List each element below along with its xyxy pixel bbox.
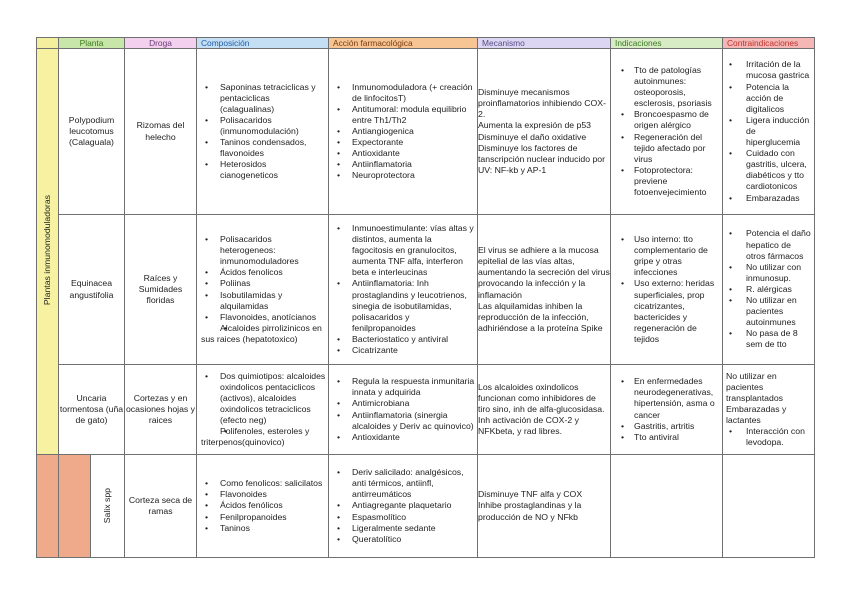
- indicaciones-cell: [611, 365, 723, 455]
- indicaciones-item: • Uso externo: heridas superficiales, prop cicatrizantes, bactericides y regeneración de tejidos: [611, 278, 722, 345]
- accion-item: • Antioxidante: [329, 432, 477, 443]
- mecanismo-paragraph: El virus se adhiere a la mucosa epitelial de las vías altas, aumentando la secreción del virus provocando la infección y la inflamación: [478, 245, 610, 300]
- indicaciones-item: • Fotoprotectora: previene fotoenvejecimiento: [611, 165, 722, 198]
- mecanismo-cell: [478, 365, 611, 455]
- composicion-item: • Taninos condensados, flavonoides: [197, 137, 328, 159]
- composicion-list: [197, 371, 328, 449]
- indicaciones-item: • Regeneración del tejido afectado por virus: [611, 132, 722, 165]
- accion-item: • Neuroprotectora: [329, 170, 477, 181]
- accion-item: • Inmunoestimulante: vías altas y distintos, aumenta la fagocitosis en granulocitos, aumenta TNF alfa, interferon beta e interleucinas: [329, 223, 477, 278]
- accion-item: • Queratolítico: [329, 534, 477, 545]
- contraindicaciones-text: Embarazadas y lactantes: [726, 403, 787, 426]
- accion-item: • Deriv salicilado: analgésicos, anti térmicos, antiinfl, antirreumáticos: [329, 467, 477, 500]
- contraindicaciones-item: • No utilizar con inmunosup.: [723, 262, 814, 284]
- indicaciones-cell: [611, 215, 723, 365]
- planta-cell: [59, 455, 125, 558]
- indicaciones-list: [611, 65, 722, 198]
- composicion-list: [197, 234, 328, 345]
- mecanismo-paragraph: Disminuye TNF alfa y COX: [478, 489, 583, 500]
- header-contraindicaciones: Contraindicaciones: [723, 38, 815, 49]
- accion-list: [329, 223, 477, 356]
- composicion-list: [197, 478, 328, 533]
- contraindicaciones-item: • Potencia la acción de digitalicos: [723, 82, 814, 115]
- contraindicaciones-item: • Cuidado con gastritis, ulcera, diabéticos y tto cardiotonicos: [723, 148, 814, 192]
- mecanismo-cell: [478, 215, 611, 365]
- indicaciones-list: [611, 234, 722, 345]
- composicion-item: • Polifenoles, esteroles y triterpenos(quinovico): [197, 426, 328, 448]
- header-droga: Droga: [125, 38, 197, 49]
- accion-item: • Ligeralmente sedante: [329, 523, 477, 534]
- contraindicaciones-text: No utilizar en pacientes transplantados: [726, 370, 783, 403]
- composicion-item: • Flavonoides: [197, 489, 328, 500]
- indicaciones-item: • Gastritis, artritis: [611, 421, 722, 432]
- accion-item: • Antimicrobiana: [329, 398, 477, 409]
- mecanismo-paragraph: Disminuye los factores de tanscripción nuclear inducido por UV: NF-kb y AP-1: [478, 142, 606, 175]
- planta-cell: Polypodium leucotomus (Calaguala): [59, 49, 125, 215]
- composicion-item: • Ácidos fenolicos: [197, 267, 328, 278]
- composicion-item: • Ácidos fenólicos: [197, 500, 328, 511]
- accion-item: • Regula la respuesta inmunitaria innata y adquirida: [329, 376, 477, 398]
- droga-cell: Cortezas y en ocasiones hojas y raices: [125, 365, 197, 455]
- contraindicaciones-item: • No utilizar en pacientes autoinmunes: [723, 295, 814, 328]
- header-row: [37, 38, 815, 49]
- header-composicion: Composición: [197, 38, 329, 49]
- accion-cell: [329, 215, 478, 365]
- droga-cell: Rizomas del helecho: [125, 49, 197, 215]
- header-mecanismo: Mecanismo: [478, 38, 611, 49]
- accion-item: • Antiangiogenica: [329, 126, 477, 137]
- contraindicaciones-item: • Interacción con levodopa.: [723, 426, 814, 448]
- indicaciones-cell: [611, 455, 723, 558]
- contraindicaciones-item: • R. alérgicas: [723, 284, 814, 295]
- table-row: [37, 455, 815, 558]
- composicion-list: [197, 82, 328, 182]
- indicaciones-item: • Uso interno: tto complementario de gripe y otras infecciones: [611, 234, 722, 278]
- indicaciones-item: • En enfermedades neurodegenerativas, hipertensión, asma o cancer: [611, 376, 722, 420]
- group-cell-inmunomoduladoras: [37, 49, 59, 455]
- accion-item: • Bacteriostatico y antiviral: [329, 334, 477, 345]
- accion-item: • Inmunomoduladora (+ creación de linfocitosT): [329, 82, 477, 104]
- composicion-item: • Heterosidos cianogeneticos: [197, 159, 328, 181]
- accion-item: • Antiinflamatoria: [329, 159, 477, 170]
- composicion-item: • Flavonoides, anotícianos: [197, 312, 328, 323]
- accion-cell: [329, 365, 478, 455]
- accion-item: • Espasmolítico: [329, 512, 477, 523]
- accion-list: [329, 376, 477, 443]
- planta-cell-split: [59, 455, 124, 557]
- group-label: Plantas inmunomoduladoras: [42, 194, 52, 305]
- composicion-item: • Dos quimiotipos: alcaloides oxindolicos pentaciclicos (activos), alcaloides oxindolicos tetraciclicos (efecto neg): [197, 371, 328, 426]
- contraindicaciones-list: [723, 426, 814, 448]
- contraindicaciones-item: • Irritación de la mucosa gastrica: [723, 59, 814, 81]
- composicion-cell: [197, 49, 329, 215]
- planta-cell: Uncaria tormentosa (uña de gato): [59, 365, 125, 455]
- contraindicaciones-item: • Embarazadas: [723, 193, 814, 204]
- plants-table: [36, 37, 815, 558]
- mecanismo-paragraph: Los alcaloides oxindolicos funcionan como inhibidores de tiro sino, inh de alfa-glucosidasa.: [478, 381, 605, 414]
- accion-item: • Cicatrizante: [329, 345, 477, 356]
- planta-name-cell: [91, 455, 124, 557]
- mecanismo-paragraph: Aumenta la expresión de p53: [478, 120, 592, 131]
- contraindicaciones-list: [723, 59, 814, 203]
- composicion-cell: [197, 215, 329, 365]
- header-indicaciones: Indicaciones: [611, 38, 723, 49]
- composicion-cell: [197, 455, 329, 558]
- contraindicaciones-cell: [723, 215, 815, 365]
- mecanismo-cell: [478, 49, 611, 215]
- mecanismo-paragraph: Las alquilamidas inhiben la reproducción de la infección, adhiriéndose a la proteína Spike: [478, 300, 603, 333]
- composicion-item: • Isobutilamidas y alquilamidas: [197, 290, 328, 312]
- composicion-item: • Polisacaridos heterogeneos: inmunomoduladores: [197, 234, 328, 267]
- accion-list: [329, 467, 477, 545]
- contraindicaciones-cell: [723, 365, 815, 455]
- planta-cell: Equinacea angustifolia: [59, 215, 125, 365]
- header-planta: Planta: [59, 38, 125, 49]
- contraindicaciones-cell: [723, 455, 815, 558]
- header-category-cell: [37, 38, 59, 49]
- group-cell-salix: [37, 455, 59, 558]
- accion-item: • Antiinflamatoria (sinergia alcaloides y Deriv ac quinovico): [329, 410, 477, 432]
- table-row: [37, 365, 815, 455]
- contraindicaciones-item: • Ligera inducción de hiperglucemia: [723, 115, 814, 148]
- mecanismo-paragraph: Inh activación de COX-2 y NFKbeta, y rad libres.: [478, 415, 579, 437]
- accion-cell: [329, 455, 478, 558]
- composicion-item: • Taninos: [197, 523, 328, 534]
- contraindicaciones-cell: [723, 49, 815, 215]
- composicion-item: • Saponinas tetraciclicas y pentaciclicas (calagualinas): [197, 82, 328, 115]
- droga-cell: Corteza seca de ramas: [125, 455, 197, 558]
- mecanismo-cell: [478, 455, 611, 558]
- composicion-cell: [197, 365, 329, 455]
- composicion-item: • Poliinas: [197, 278, 328, 289]
- contraindicaciones-item: • No pasa de 8 sem de tto: [723, 328, 814, 350]
- contraindicaciones-item: • Potencia el daño hepatico de otros fármacos: [723, 228, 814, 261]
- indicaciones-item: • Tto de patologías autoinmunes: osteoporosis, esclerosis, psoriasis: [611, 65, 722, 109]
- table-row: [37, 49, 815, 215]
- mecanismo-paragraph: Inhibe prostaglandinas y la producción de NO y NFkb: [478, 500, 582, 522]
- indicaciones-cell: [611, 49, 723, 215]
- accion-item: • Antioxidante: [329, 148, 477, 159]
- mecanismo-paragraph: Disminuye mecanismos proinflamatorios inhibiendo COX-2.: [478, 87, 606, 120]
- accion-item: • Antiagregante plaquetario: [329, 500, 477, 511]
- droga-cell: Raíces y Sumidades floridas: [125, 215, 197, 365]
- accion-item: • Antitumoral: modula equilibrio entre Th1/Th2: [329, 104, 477, 126]
- table-row: [37, 215, 815, 365]
- indicaciones-list: [611, 376, 722, 443]
- accion-item: • Expectorante: [329, 137, 477, 148]
- composicion-item: • Alcaloides pirrolizinicos en sus raices (hepatotoxico): [197, 323, 328, 345]
- composicion-item: • Como fenolicos: salicilatos: [197, 478, 328, 489]
- accion-cell: [329, 49, 478, 215]
- contraindicaciones-list: [723, 228, 814, 350]
- accion-item: • Antiinflamatoria: Inh prostaglandins y leucotrienos, sinegia de isobutilamidas, polisacaridos y fenilpropanoides: [329, 278, 477, 333]
- planta-subgroup-cell: [59, 455, 91, 557]
- composicion-item: • Polisacaridos (inmunomodulación): [197, 115, 328, 137]
- composicion-item: • Fenilpropanoides: [197, 512, 328, 523]
- indicaciones-item: • Broncoespasmo de origen alérgico: [611, 109, 722, 131]
- planta-name: Salix spp: [102, 488, 112, 524]
- accion-list: [329, 82, 477, 182]
- mecanismo-paragraph: Disminuye el daño oxidative: [478, 131, 587, 142]
- header-accion: Acción farmacológica: [329, 38, 478, 49]
- indicaciones-item: • Tto antiviral: [611, 432, 722, 443]
